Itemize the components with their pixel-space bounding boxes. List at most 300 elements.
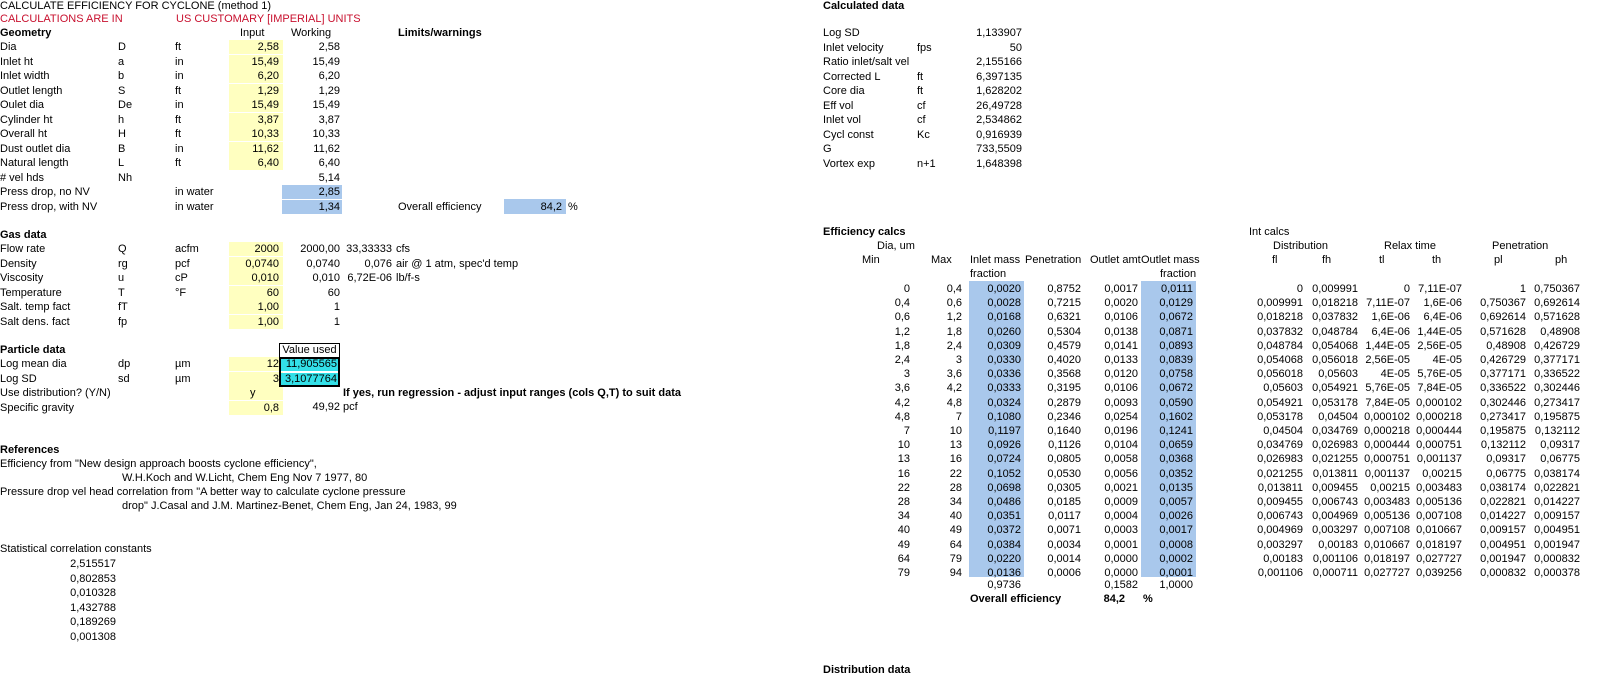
min-dia-cell: 13 xyxy=(897,453,910,466)
outlet-amt-cell: 0,0004 xyxy=(1104,510,1138,523)
inlet-mass-fraction-cell[interactable]: 0,0168 xyxy=(987,311,1021,324)
inlet-mass-fraction-cell[interactable]: 0,0372 xyxy=(987,524,1021,537)
min-dia-cell: 1,2 xyxy=(894,325,910,338)
int-calcs-cell: 0,000751 xyxy=(1416,439,1462,452)
max-dia-cell: 40 xyxy=(949,510,962,523)
int-calcs-cell: 0,009157 xyxy=(1480,524,1526,537)
calculated-unit: Kc xyxy=(917,128,930,141)
int-calcs-cell: 0,04504 xyxy=(1318,410,1358,423)
int-calcs-heading: Int calcs xyxy=(1249,226,1290,238)
value-used-value: 11,905565 xyxy=(285,358,337,370)
specific-gravity-working: 49,92 xyxy=(312,401,340,413)
stats-constant: 2,515517 xyxy=(70,558,116,570)
int-calcs-cell: 1,6E-06 xyxy=(1423,297,1462,310)
penetration-cell: 0,0305 xyxy=(1047,481,1081,494)
inlet-mass-fraction-cell[interactable]: 0,0136 xyxy=(987,567,1021,579)
gas-working-value: 0,0740 xyxy=(306,257,340,270)
max-dia-cell: 3 xyxy=(955,354,962,366)
inlet-mass-fraction-cell[interactable]: 0,0351 xyxy=(987,510,1021,523)
gas-symbol: Q xyxy=(118,243,127,255)
calculated-label: Corrected L xyxy=(823,70,881,83)
geometry-unit: in xyxy=(175,70,184,82)
outlet-amt-total: 0,1582 xyxy=(1104,579,1138,591)
int-calcs-cell: 0,00215 xyxy=(1370,481,1410,494)
penetration-header: Penetration xyxy=(1025,254,1082,266)
calculated-value: 733,5509 xyxy=(976,143,1022,155)
min-header: Min xyxy=(862,254,880,266)
max-dia-cell: 28 xyxy=(949,481,962,494)
penetration-cell: 0,0117 xyxy=(1048,510,1081,523)
geometry-unit: in water xyxy=(175,200,214,213)
int-calcs-col-header: ph xyxy=(1555,254,1568,266)
min-dia-cell: 40 xyxy=(897,524,910,537)
calculated-value: 1,628202 xyxy=(976,85,1022,97)
inlet-mass-fraction-cell[interactable]: 0,0309 xyxy=(987,339,1021,352)
int-calcs-cell: 7,84E-05 xyxy=(1417,382,1462,395)
gas-extra-value: 33,33333 xyxy=(346,243,392,255)
min-dia-cell: 7 xyxy=(903,425,910,437)
geometry-input-header: Input xyxy=(240,27,265,39)
geometry-unit: in water xyxy=(175,186,214,198)
min-dia-cell: 64 xyxy=(897,552,910,565)
int-calcs-cell: 7,11E-07 xyxy=(1418,283,1462,295)
stats-constant: 0,010328 xyxy=(70,587,116,599)
geometry-working-value: 15,49 xyxy=(312,55,340,68)
gas-input-value: 1,00 xyxy=(257,315,279,328)
geometry-input-value: 15,49 xyxy=(251,55,279,68)
max-dia-cell: 1,2 xyxy=(946,311,962,324)
reference-line: Efficiency from "New design approach boosts cyclone efficiency", xyxy=(0,458,317,470)
outlet-mass-fraction-cell: 0,0001 xyxy=(1159,567,1193,579)
int-calcs-cell: 0,06775 xyxy=(1486,467,1526,480)
outlet-mass-fraction-cell: 0,0590 xyxy=(1159,396,1193,409)
gas-input-value: 1,00 xyxy=(257,301,279,313)
gas-input-value: 0,0740 xyxy=(245,257,279,270)
int-calcs-cell: 1,6E-06 xyxy=(1371,311,1410,324)
min-dia-cell: 4,2 xyxy=(894,396,910,409)
particle-input-value: 0,8 xyxy=(263,401,279,414)
int-calcs-cell: 1,44E-05 xyxy=(1417,325,1462,338)
int-calcs-cell: 0 xyxy=(1296,283,1303,295)
geometry-working-value: 5,14 xyxy=(318,171,340,184)
geometry-heading: Geometry xyxy=(0,27,52,39)
int-calcs-cell: 0,000711 xyxy=(1312,567,1358,579)
geometry-label: Inlet width xyxy=(0,70,50,82)
outlet-amt-cell: 0,0017 xyxy=(1104,283,1138,295)
value-used-value: 3,1077764 xyxy=(285,372,337,385)
int-calcs-cell: 0,302446 xyxy=(1480,396,1526,409)
gas-label: Temperature xyxy=(0,286,62,299)
units-label: CALCULATIONS ARE IN xyxy=(0,13,123,25)
particle-label: Log SD xyxy=(0,372,37,385)
int-calcs-cell: 0,000751 xyxy=(1364,453,1410,466)
int-calcs-cell: 0,018218 xyxy=(1257,311,1303,324)
outlet-mass-fraction-cell: 0,0129 xyxy=(1159,297,1193,310)
outlet-mass-fraction-cell: 0,0368 xyxy=(1159,453,1193,466)
int-calcs-cell: 0,006743 xyxy=(1312,496,1358,508)
particle-data-heading: Particle data xyxy=(0,344,66,356)
int-calcs-cell: 0,021255 xyxy=(1257,467,1303,480)
int-calcs-cell: 0,038174 xyxy=(1534,467,1580,480)
int-calcs-cell: 0,013811 xyxy=(1257,481,1303,494)
min-dia-cell: 16 xyxy=(897,467,910,480)
distribution-data-heading: Distribution data xyxy=(823,664,911,676)
regression-note: If yes, run regression - adjust input ranges (cols Q,T) to suit data xyxy=(343,387,681,399)
int-calcs-cell: 0,48908 xyxy=(1540,325,1580,338)
int-calcs-cell: 0,750367 xyxy=(1480,297,1526,310)
geometry-working-value: 6,20 xyxy=(318,70,340,82)
outlet-amt-cell: 0,0120 xyxy=(1104,368,1138,381)
geometry-working-value: 6,40 xyxy=(318,157,340,169)
calculated-unit: ft xyxy=(917,85,924,97)
calculated-data-heading: Calculated data xyxy=(823,0,905,12)
stats-constant: 0,802853 xyxy=(70,572,116,585)
geometry-label: Dia xyxy=(0,41,17,53)
calculated-unit: n+1 xyxy=(917,157,936,170)
penetration-group-header: Penetration xyxy=(1492,240,1549,252)
int-calcs-cell: 2,56E-05 xyxy=(1365,354,1410,366)
int-calcs-cell: 0,054068 xyxy=(1257,354,1303,366)
penetration-cell: 0,1126 xyxy=(1048,439,1081,452)
inlet-mass-fraction-cell[interactable]: 0,0698 xyxy=(987,481,1021,494)
int-calcs-cell: 0,273417 xyxy=(1534,396,1580,409)
min-dia-cell: 3,6 xyxy=(894,382,910,395)
geometry-unit: ft xyxy=(175,113,182,126)
outlet-mass-fraction-cell: 0,0352 xyxy=(1159,467,1193,480)
gas-input-value: 2000 xyxy=(254,243,279,255)
outlet-amt-cell: 0,0021 xyxy=(1104,481,1138,494)
int-calcs-cell: 0,048784 xyxy=(1257,339,1303,352)
max-dia-cell: 34 xyxy=(949,496,962,508)
gas-extra-value: 6,72E-06 xyxy=(347,272,392,284)
calculated-value: 26,49728 xyxy=(976,99,1022,112)
int-calcs-cell: 0,054068 xyxy=(1312,339,1358,352)
min-dia-cell: 10 xyxy=(897,439,910,452)
penetration-cell: 0,0006 xyxy=(1047,567,1081,579)
gas-symbol: rg xyxy=(118,257,128,270)
max-dia-cell: 94 xyxy=(949,567,962,579)
geometry-unit: in xyxy=(175,55,184,68)
min-dia-cell: 28 xyxy=(897,496,910,508)
stats-constant: 1,432788 xyxy=(70,601,116,614)
particle-input-value: y xyxy=(250,387,256,399)
gas-label: Density xyxy=(0,257,37,270)
particle-symbol: sd xyxy=(118,372,130,385)
inlet-mass-fraction-cell[interactable]: 0,1080 xyxy=(987,410,1021,423)
outlet-mass-fraction-cell: 0,0008 xyxy=(1159,538,1193,551)
gas-symbol: u xyxy=(118,272,125,284)
int-calcs-cell: 0,001106 xyxy=(1312,552,1358,565)
max-dia-cell: 49 xyxy=(949,524,962,537)
int-calcs-col-header: tl xyxy=(1379,254,1385,266)
int-calcs-cell: 0,003483 xyxy=(1364,496,1410,508)
int-calcs-cell: 0,003297 xyxy=(1312,524,1358,537)
int-calcs-cell: 0,09317 xyxy=(1486,453,1526,466)
particle-label: Specific gravity xyxy=(0,401,74,414)
calculated-label: Core dia xyxy=(823,85,865,97)
int-calcs-cell: 0,006743 xyxy=(1257,510,1303,523)
int-calcs-cell: 0,750367 xyxy=(1534,283,1580,295)
geometry-input-value xyxy=(229,171,279,185)
gas-data-heading: Gas data xyxy=(0,229,47,241)
int-calcs-cell: 0,05603 xyxy=(1318,368,1358,381)
inlet-mass-fraction-cell[interactable]: 0,0926 xyxy=(987,439,1021,452)
gas-extra-value xyxy=(344,300,392,314)
int-calcs-cell: 0,027727 xyxy=(1364,567,1410,579)
calculated-label: Inlet velocity xyxy=(823,41,884,54)
inlet-mass-fraction-cell[interactable]: 0,0020 xyxy=(987,283,1021,295)
int-calcs-cell: 0,010667 xyxy=(1416,524,1462,537)
geometry-label: Outlet length xyxy=(0,84,63,97)
calculated-unit: cf xyxy=(917,99,926,112)
int-calcs-cell: 0,004951 xyxy=(1480,538,1526,551)
max-dia-cell: 16 xyxy=(949,453,962,466)
int-calcs-cell: 0,014227 xyxy=(1534,496,1580,508)
outlet-amt-cell: 0,0106 xyxy=(1104,382,1138,395)
int-calcs-cell: 0,336522 xyxy=(1534,368,1580,381)
int-calcs-cell: 0,010667 xyxy=(1364,538,1410,551)
outlet-mass-fraction-cell: 0,0135 xyxy=(1159,481,1193,494)
int-calcs-cell: 0,001947 xyxy=(1480,552,1526,565)
int-calcs-cell: 0,000832 xyxy=(1480,567,1526,579)
calculated-value: 2,534862 xyxy=(976,114,1022,126)
int-calcs-cell: 0,053178 xyxy=(1312,396,1358,409)
geometry-input-value: 1,29 xyxy=(257,84,279,97)
int-calcs-cell: 0,426729 xyxy=(1534,339,1580,352)
int-calcs-cell: 0,054921 xyxy=(1312,382,1358,395)
int-calcs-cell: 0,001137 xyxy=(1364,467,1410,480)
geometry-symbol: a xyxy=(118,55,125,68)
int-calcs-cell: 0,00183 xyxy=(1318,538,1358,551)
int-calcs-cell: 0,001137 xyxy=(1416,453,1462,466)
gas-label: Salt dens. fact xyxy=(0,315,70,328)
inlet-mass-fraction-cell[interactable]: 0,0330 xyxy=(987,354,1021,366)
outlet-mass-fraction-cell: 0,0002 xyxy=(1159,552,1193,565)
outlet-amt-cell: 0,0003 xyxy=(1104,524,1138,537)
geometry-input-value xyxy=(229,185,279,199)
geometry-working-header: Working xyxy=(291,27,332,39)
calculated-label: Inlet vol xyxy=(823,114,861,126)
min-dia-cell: 0 xyxy=(903,283,910,295)
gas-symbol: fT xyxy=(118,301,128,313)
int-calcs-cell: 0,022821 xyxy=(1480,496,1526,508)
int-calcs-cell: 0,000832 xyxy=(1534,552,1580,565)
int-calcs-cell: 0,000444 xyxy=(1364,439,1410,452)
outlet-amt-cell: 0,0000 xyxy=(1104,552,1138,565)
gas-label: Flow rate xyxy=(0,243,46,255)
geometry-working-value: 2,85 xyxy=(318,186,340,198)
overall-efficiency-value: 84,2 xyxy=(540,201,562,213)
int-calcs-cell: 0,007108 xyxy=(1364,524,1410,537)
int-calcs-cell: 0,000218 xyxy=(1416,410,1462,423)
int-calcs-cell: 0,014227 xyxy=(1480,510,1526,523)
particle-input-cell[interactable] xyxy=(229,386,283,400)
calculated-value: 1,648398 xyxy=(976,157,1022,170)
max-dia-cell: 1,8 xyxy=(946,325,962,338)
particle-unit: µm xyxy=(175,358,191,370)
geometry-input-value xyxy=(229,200,279,214)
geometry-working-value: 2,58 xyxy=(318,41,340,53)
geometry-symbol: B xyxy=(118,142,126,155)
calculated-label: Eff vol xyxy=(823,99,854,112)
int-calcs-cell: 0,195875 xyxy=(1480,425,1526,437)
reference-line: W.H.Koch and W.Licht, Chem Eng Nov 7 1977, 80 xyxy=(122,472,368,484)
stats-constant: 0,001308 xyxy=(70,630,116,643)
inlet-mass-fraction-cell[interactable]: 0,1197 xyxy=(988,425,1021,437)
max-dia-cell: 3,6 xyxy=(946,368,962,381)
max-dia-cell: 13 xyxy=(949,439,962,452)
inlet-mass-fraction-cell[interactable]: 0,0324 xyxy=(987,396,1021,409)
specific-gravity-unit: pcf xyxy=(343,401,358,413)
geometry-unit: ft xyxy=(175,41,182,53)
geometry-input-value: 10,33 xyxy=(251,128,279,140)
max-header: Max xyxy=(931,254,952,266)
geometry-label: Overall ht xyxy=(0,128,48,140)
int-calcs-cell: 0,000102 xyxy=(1416,396,1462,409)
gas-working-value: 1 xyxy=(333,301,340,313)
inlet-mass-fraction-cell[interactable]: 0,0220 xyxy=(987,552,1021,565)
outlet-mass-fraction-cell: 0,0839 xyxy=(1159,354,1193,366)
int-calcs-cell: 0,009157 xyxy=(1534,510,1580,523)
outlet-amt-cell: 0,0133 xyxy=(1104,354,1138,366)
penetration-cell: 0,4579 xyxy=(1047,339,1081,352)
inlet-mass-fraction-cell[interactable]: 0,0260 xyxy=(987,325,1021,338)
particle-label: Log mean dia xyxy=(0,358,67,370)
int-calcs-cell: 0,09317 xyxy=(1540,439,1580,452)
max-dia-cell: 79 xyxy=(949,552,962,565)
int-calcs-cell: 0,426729 xyxy=(1480,354,1526,366)
int-calcs-cell: 0,692614 xyxy=(1534,297,1580,310)
outlet-amt-cell: 0,0058 xyxy=(1104,453,1138,466)
geometry-unit: ft xyxy=(175,157,182,169)
penetration-cell: 0,3195 xyxy=(1047,382,1081,395)
penetration-cell: 0,0530 xyxy=(1047,467,1081,480)
outlet-mass-fraction-cell: 0,0672 xyxy=(1159,311,1193,324)
inlet-mass-fraction-cell[interactable]: 0,0028 xyxy=(987,297,1021,310)
min-dia-cell: 34 xyxy=(897,510,910,523)
value-used-label: Value used xyxy=(282,344,337,356)
int-calcs-cell: 0,026983 xyxy=(1257,453,1303,466)
reference-line: Pressure drop vel head correlation from "A better way to calculate cyclone pressure xyxy=(0,486,406,498)
calculated-label: G xyxy=(823,143,832,155)
inlet-mass-fraction-cell[interactable]: 0,1052 xyxy=(987,467,1021,480)
outlet-mass-fraction-cell: 0,0893 xyxy=(1159,339,1193,352)
int-calcs-cell: 0,053178 xyxy=(1257,410,1303,423)
overall-efficiency-label-2: Overall efficiency xyxy=(970,593,1062,605)
int-calcs-col-header: th xyxy=(1432,254,1442,266)
penetration-cell: 0,4020 xyxy=(1047,354,1081,366)
geometry-working-value: 3,87 xyxy=(318,113,340,126)
int-calcs-cell: 0,377171 xyxy=(1534,354,1580,366)
outlet-amt-header: Outlet amt xyxy=(1090,254,1141,266)
int-calcs-cell: 0,009455 xyxy=(1312,481,1358,494)
gas-working-value: 60 xyxy=(327,286,340,299)
int-calcs-col-header: pl xyxy=(1494,254,1503,266)
int-calcs-cell: 7,11E-07 xyxy=(1366,297,1410,310)
int-calcs-cell: 0,048784 xyxy=(1312,325,1358,338)
geometry-label: Press drop, with NV xyxy=(0,200,98,213)
int-calcs-cell: 0,039256 xyxy=(1416,567,1462,579)
int-calcs-cell: 0,034769 xyxy=(1257,439,1303,452)
int-calcs-cell: 5,76E-05 xyxy=(1417,368,1462,381)
int-calcs-cell: 0,037832 xyxy=(1257,325,1303,338)
int-calcs-cell: 0,007108 xyxy=(1416,510,1462,523)
penetration-cell: 0,3568 xyxy=(1047,368,1081,381)
int-calcs-cell: 0,000378 xyxy=(1534,567,1580,579)
gas-working-value: 1 xyxy=(333,315,340,328)
gas-input-value: 60 xyxy=(266,286,279,299)
geometry-label: # vel hds xyxy=(0,171,45,184)
int-calcs-cell: 0,00215 xyxy=(1422,467,1462,480)
outlet-amt-cell: 0,0141 xyxy=(1104,339,1138,352)
gas-label: Salt. temp fact xyxy=(0,301,71,313)
geometry-symbol: D xyxy=(118,41,126,53)
geometry-symbol: De xyxy=(118,99,133,111)
calculated-unit: fps xyxy=(917,41,932,54)
calculated-unit: cf xyxy=(917,114,926,126)
int-calcs-cell: 0,000444 xyxy=(1416,425,1462,437)
calculated-value: 0,916939 xyxy=(976,128,1022,141)
int-calcs-cell: 0,022821 xyxy=(1534,481,1580,494)
geometry-input-value: 11,62 xyxy=(252,142,279,155)
outlet-mass-fraction-cell: 0,0017 xyxy=(1159,524,1193,537)
int-calcs-cell: 0,377171 xyxy=(1480,368,1526,381)
gas-input-value: 0,010 xyxy=(251,272,279,284)
geometry-symbol: S xyxy=(118,84,126,97)
inlet-mass-fraction-cell[interactable]: 0,0486 xyxy=(987,496,1021,508)
int-calcs-cell: 0,004951 xyxy=(1534,524,1580,537)
min-dia-cell: 0,6 xyxy=(894,311,910,324)
min-dia-cell: 79 xyxy=(897,567,910,579)
outlet-mass-header: Outlet mass xyxy=(1141,254,1200,266)
outlet-amt-cell: 0,0056 xyxy=(1104,467,1138,480)
int-calcs-cell: 0,038174 xyxy=(1480,481,1526,494)
int-calcs-cell: 0,034769 xyxy=(1312,425,1358,437)
int-calcs-cell: 6,4E-06 xyxy=(1423,311,1462,324)
int-calcs-cell: 5,76E-05 xyxy=(1365,382,1410,395)
int-calcs-cell: 0,037832 xyxy=(1312,311,1358,324)
inlet-mass-fraction-cell[interactable]: 0,0384 xyxy=(987,538,1021,551)
outlet-mass-fraction-cell: 0,0871 xyxy=(1159,325,1193,338)
inlet-mass-fraction-cell[interactable]: 0,0336 xyxy=(987,368,1021,381)
penetration-cell: 0,5304 xyxy=(1047,325,1081,338)
outlet-amt-cell: 0,0093 xyxy=(1104,396,1138,409)
geometry-unit: in xyxy=(175,142,184,155)
int-calcs-cell: 0,018197 xyxy=(1416,538,1462,551)
min-dia-cell: 2,4 xyxy=(894,354,910,366)
penetration-cell: 0,0014 xyxy=(1047,552,1081,565)
penetration-cell: 0,0034 xyxy=(1047,538,1081,551)
int-calcs-cell: 0,004969 xyxy=(1257,524,1303,537)
outlet-fraction-header: fraction xyxy=(1160,268,1197,280)
max-dia-cell: 4,8 xyxy=(946,396,962,409)
max-dia-cell: 10 xyxy=(949,425,962,437)
max-dia-cell: 0,6 xyxy=(946,297,962,310)
inlet-mass-fraction-cell[interactable]: 0,0333 xyxy=(987,382,1021,395)
geometry-working-value: 10,33 xyxy=(312,128,340,140)
gas-working-value: 2000,00 xyxy=(300,243,340,255)
penetration-cell: 0,2879 xyxy=(1047,396,1081,409)
outlet-mass-total: 1,0000 xyxy=(1159,579,1193,591)
inlet-mass-fraction-cell[interactable]: 0,0724 xyxy=(987,453,1021,466)
calculated-unit: ft xyxy=(917,70,924,83)
outlet-amt-cell: 0,0020 xyxy=(1104,297,1138,310)
penetration-cell: 0,7215 xyxy=(1047,297,1081,310)
min-dia-cell: 4,8 xyxy=(894,410,910,423)
int-calcs-cell: 0,06775 xyxy=(1540,453,1580,466)
geometry-working-value: 11,62 xyxy=(313,142,340,155)
gas-symbol: fp xyxy=(118,315,128,328)
